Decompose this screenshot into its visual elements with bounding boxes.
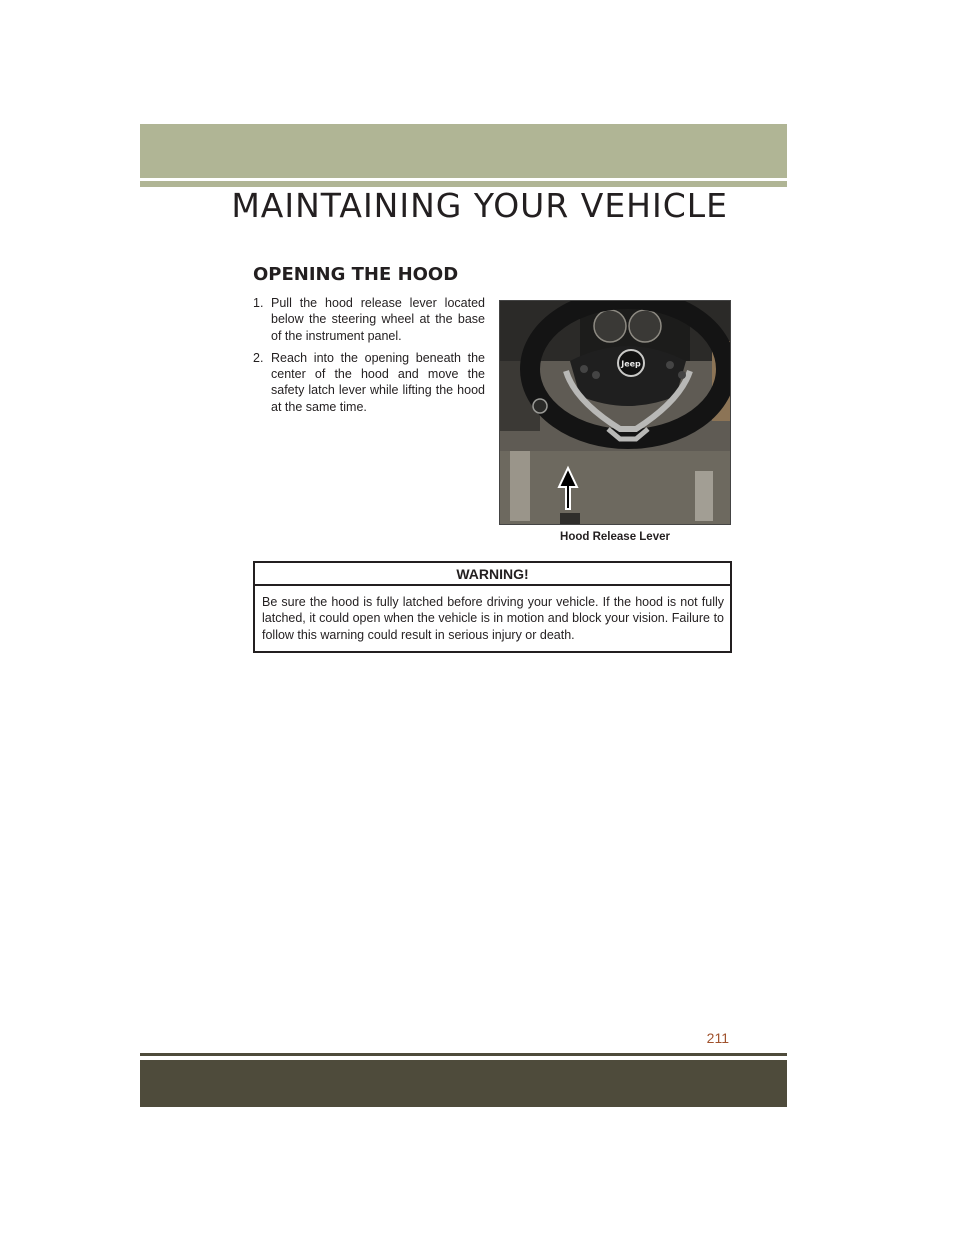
page-number: 211: [706, 1030, 729, 1046]
steering-wheel-illustration: [500, 301, 730, 524]
warning-box: [253, 561, 732, 653]
list-item: [253, 350, 485, 415]
footer-rule: [140, 1053, 787, 1056]
section-heading: OPENING THE HOOD: [253, 264, 459, 285]
steps-list: [253, 295, 485, 421]
chapter-title: MAINTAINING YOUR VEHICLE: [231, 186, 728, 225]
step-text: Reach into the opening beneath the center of the hood and move the safety latch lever while lifting the hood at the same time.: [271, 350, 485, 414]
step-number: 1.: [253, 296, 264, 310]
figure-caption: Hood Release Lever: [560, 531, 670, 543]
hood-release-photo: [499, 300, 731, 525]
step-number: 2.: [253, 350, 264, 365]
jeep-badge: Jeep: [621, 359, 641, 369]
step-text: Pull the hood release lever located below the steering wheel at the base of the instrument panel.: [271, 296, 485, 343]
footer-band: [140, 1060, 787, 1107]
warning-text: Be sure the hood is fully latched before driving your vehicle. If the hood is not fully latched, it could open when the vehicle is in motion and block your vision. Failure to follow this warning could result in serious injury or death.: [262, 595, 724, 642]
warning-title: WARNING!: [255, 563, 730, 586]
header-band: [140, 124, 787, 178]
list-item: [253, 295, 485, 344]
